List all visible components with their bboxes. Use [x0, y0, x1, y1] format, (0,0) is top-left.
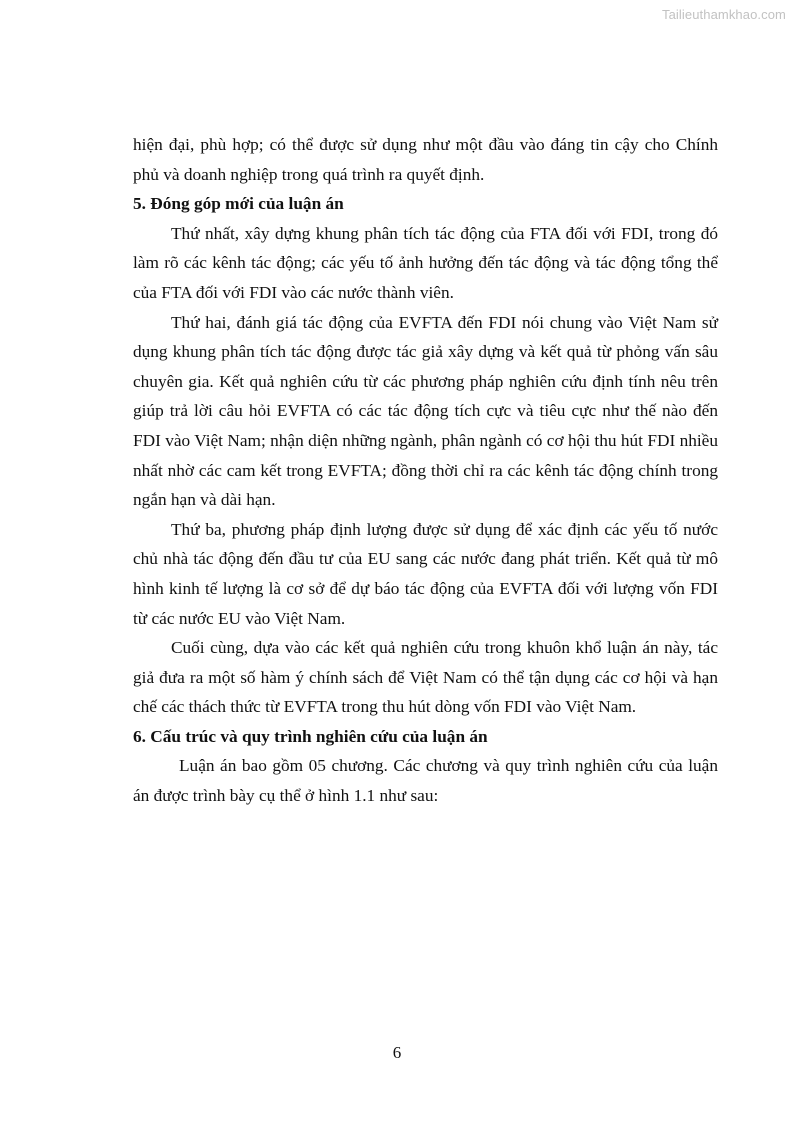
paragraph-third: Thứ ba, phương pháp định lượng được sử dụng để xác định các yếu tố nước chủ nhà tác động đến đầu tư của EU sang các nước đang phát triển. Kết quả từ mô hình kinh tế lượng là cơ sở để dự báo tác động của EVFTA đối với lượng vốn FDI từ các nước EU vào Việt Nam. [133, 519, 718, 628]
section-heading-5: 5. Đóng góp mới của luận án [133, 194, 344, 214]
paragraph-continuation: hiện đại, phù hợp; có thể được sử dụng như một đầu vào đáng tin cậy cho Chính phủ và doanh nghiệp trong quá trình ra quyết định. [133, 135, 718, 184]
paragraph-finally: Cuối cùng, dựa vào các kết quả nghiên cứu trong khuôn khổ luận án này, tác giả đưa ra một số hàm ý chính sách để Việt Nam có thể tận dụng các cơ hội và hạn chế các thách thức từ EVFTA trong thu hút dòng vốn FDI vào Việt Nam. [133, 638, 718, 717]
paragraph-structure: Luận án bao gồm 05 chương. Các chương và quy trình nghiên cứu của luận án được trình bày cụ thể ở hình 1.1 như sau: [133, 756, 718, 806]
section-heading-6: 6. Cấu trúc và quy trình nghiên cứu của luận án [133, 726, 488, 746]
paragraph-second: Thứ hai, đánh giá tác động của EVFTA đến FDI nói chung vào Việt Nam sử dụng khung phân tích tác động được tác giả xây dựng và kết quả từ phỏng vấn sâu chuyên gia. Kết quả nghiên cứu từ các phương pháp nghiên cứu định tính nêu trên giúp trả lời câu hỏi EVFTA có các tác động tích cực và tiêu cực như thế nào đến FDI vào Việt Nam; nhận diện những ngành, phân ngành có cơ hội thu hút FDI nhiều nhất nhờ các cam kết trong EVFTA; đồng thời chỉ ra các kênh tác động chính trong ngắn hạn và dài hạn. [133, 312, 718, 510]
document-body [133, 130, 718, 811]
page-number: 6 [392, 1043, 402, 1062]
watermark: Tailieuthamkhao.com [661, 7, 786, 22]
paragraph-first: Thứ nhất, xây dựng khung phân tích tác động của FTA đối với FDI, trong đó làm rõ các kênh tác động; các yếu tố ảnh hưởng đến tác động và tác động tổng thể của FTA đối với FDI vào các nước thành viên. [133, 223, 718, 302]
